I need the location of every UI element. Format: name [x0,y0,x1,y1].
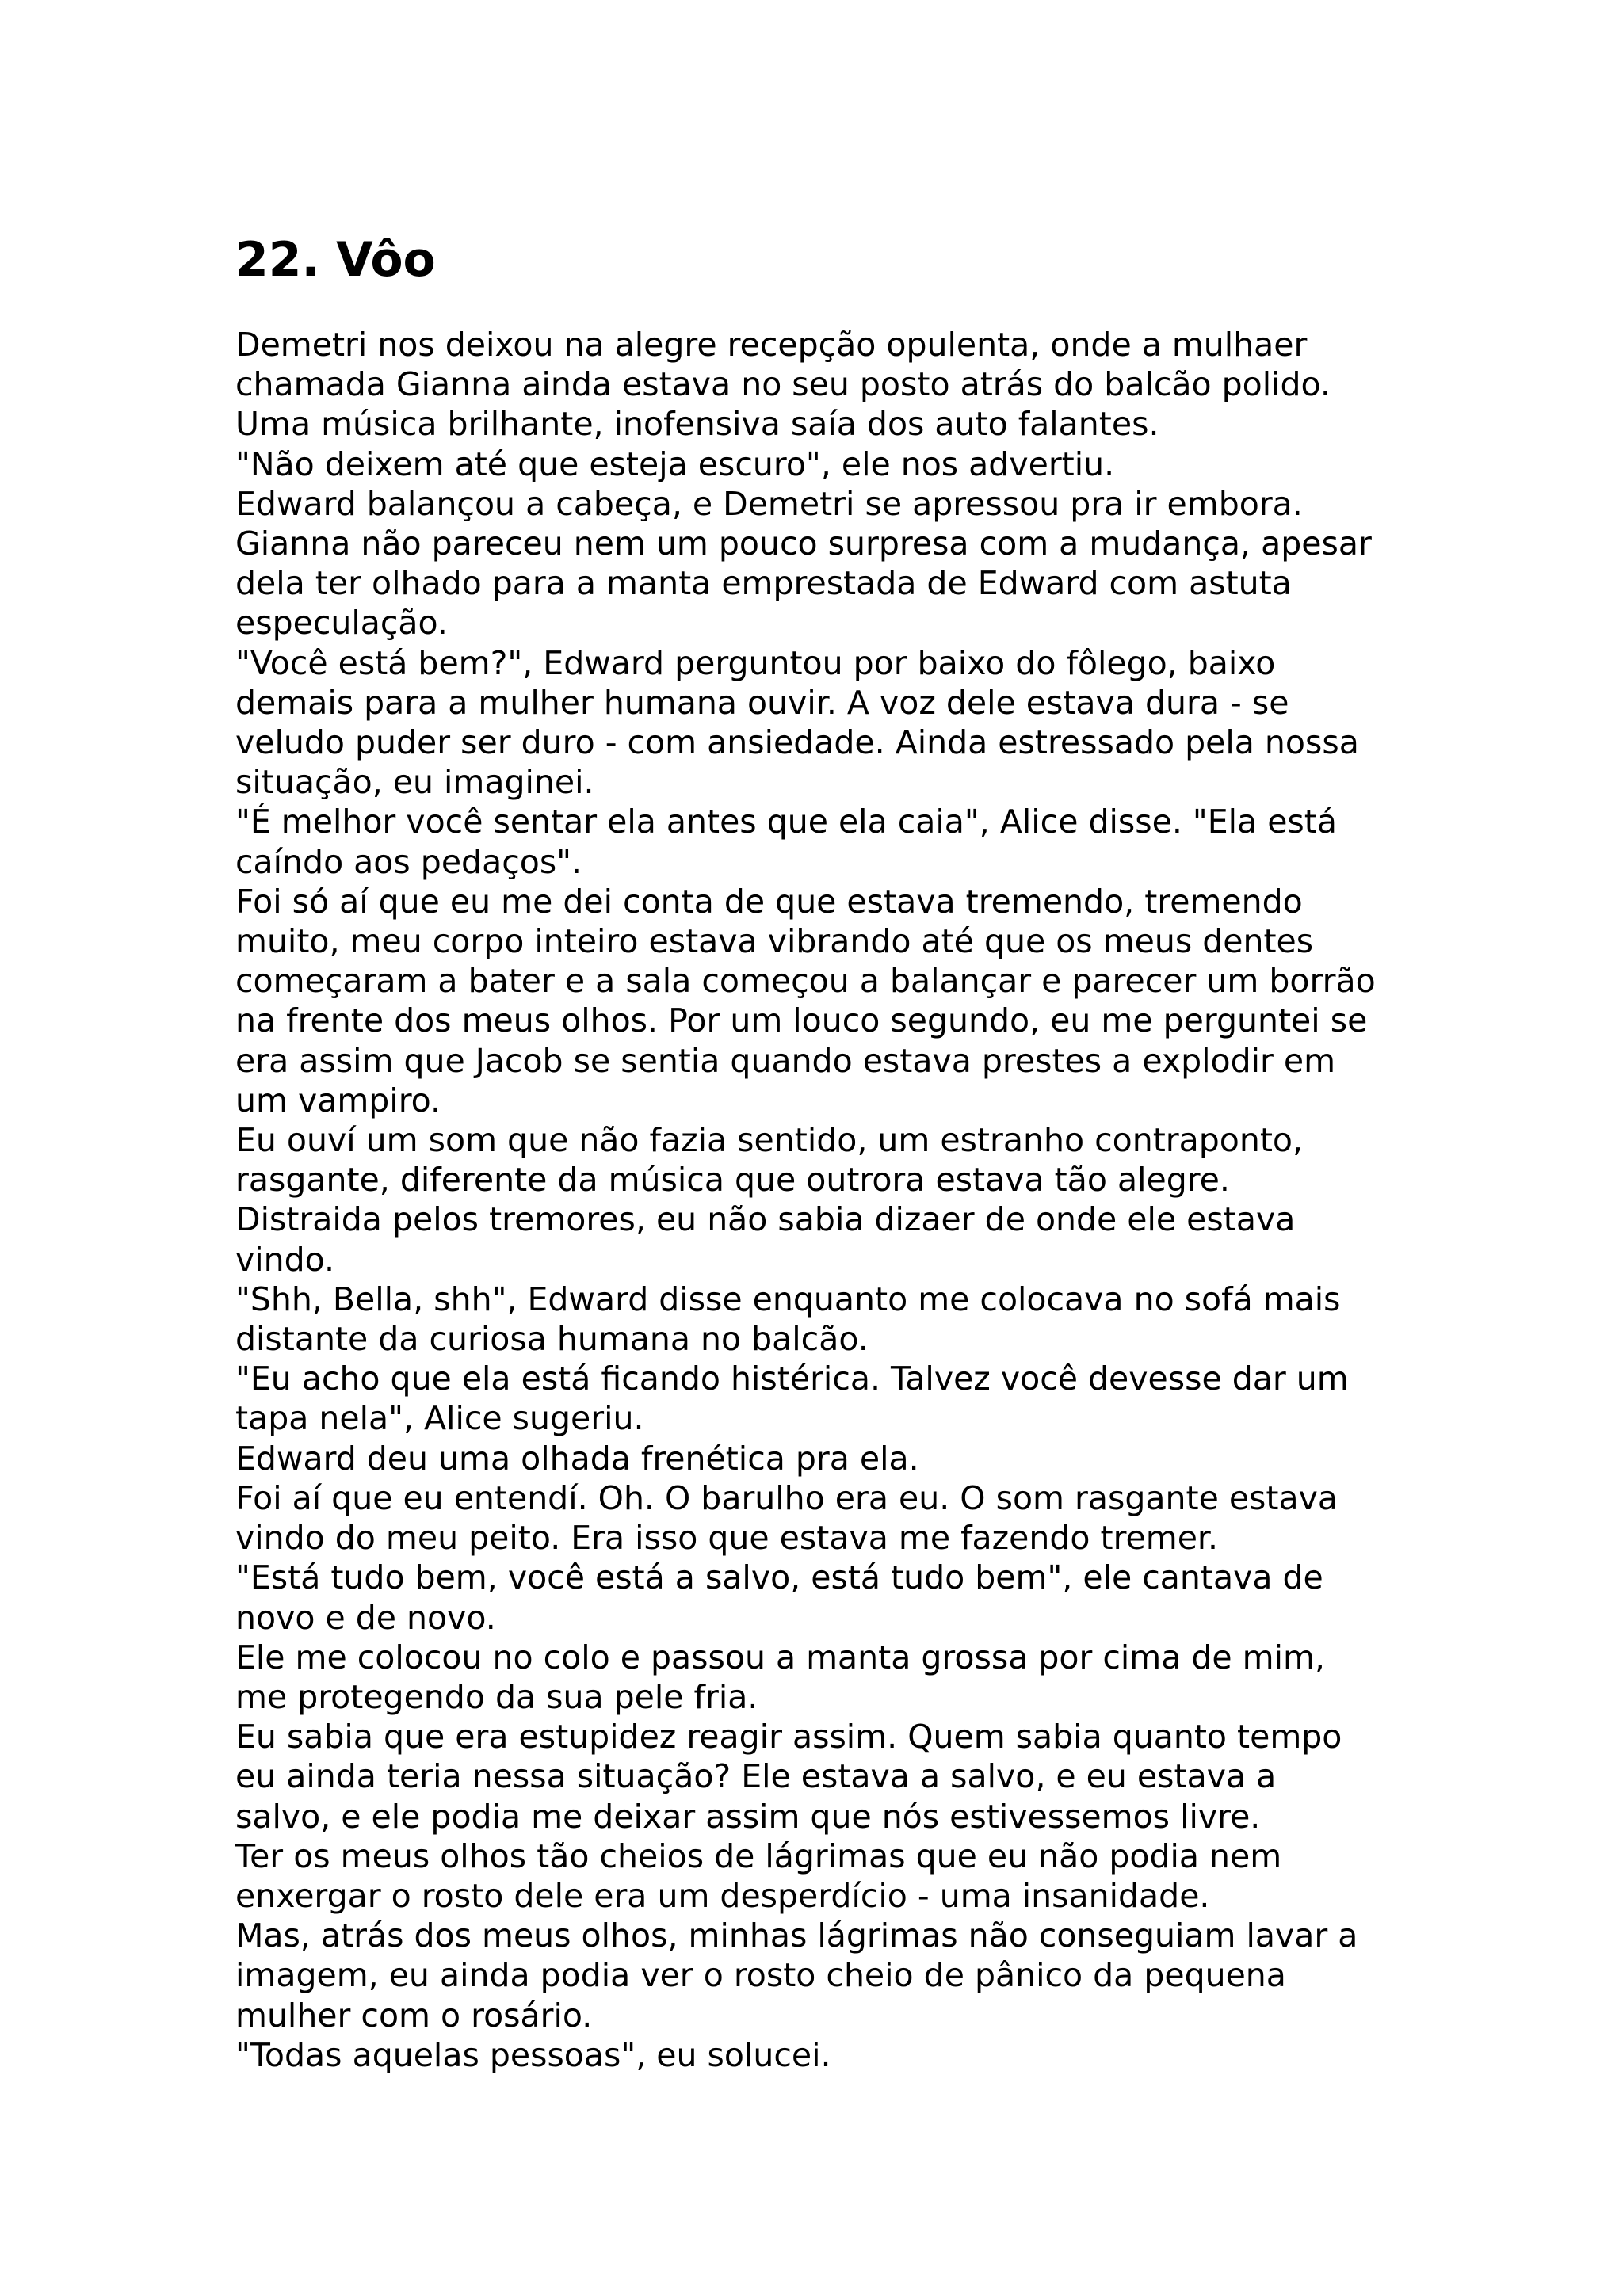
text-line: Eu sabia que era estupidez reagir assim. Quem sabia quanto tempo [235,1718,1342,1756]
text-line: Demetri nos deixou na alegre recepção opulenta, onde a mulhaer [235,326,1308,364]
chapter-body [235,325,1408,2075]
text-line: enxergar o rosto dele era um desperdício - uma insanidade. [235,1876,1210,1915]
text-line: "Você está bem?", Edward perguntou por baixo do fôlego, baixo [235,643,1276,682]
text-line: Edward balançou a cabeça, e Demetri se apressou pra ir embora. [235,484,1303,523]
text-line: "Todas aquelas pessoas", eu solucei. [235,2035,831,2074]
text-line: na frente dos meus olhos. Por um louco segundo, eu me perguntei se [235,1001,1368,1040]
text-line: "Shh, Bella, shh", Edward disse enquanto me colocava no sofá mais [235,1280,1341,1318]
text-line: distante da curiosa humana no balcão. [235,1320,869,1359]
text-line: Gianna não pareceu nem um pouco surpresa com a mudança, apesar [235,524,1372,563]
text-line: "Está tudo bem, você está a salvo, está tudo bem", ele cantava de [235,1558,1323,1597]
text-line: "Não deixem até que esteja escuro", ele nos advertiu. [235,444,1115,483]
text-line: começaram a bater e a sala começou a balançar e parecer um borrão [235,962,1376,1001]
text-line: Uma música brilhante, inofensiva saía dos auto falantes. [235,405,1159,444]
text-line: me protegendo da sua pele fria. [235,1677,758,1716]
text-line: eu ainda teria nessa situação? Ele estava a salvo, e eu estava a [235,1757,1277,1796]
text-line: Eu ouví um som que não fazia sentido, um estranho contraponto, [235,1121,1304,1160]
text-line: Edward deu uma olhada frenética pra ela. [235,1439,919,1478]
text-line: "Eu acho que ela está ficando histérica. Talvez você devesse dar um [235,1360,1349,1398]
text-line: vindo. [235,1240,335,1279]
text-line: Ele me colocou no colo e passou a manta grossa por cima de mim, [235,1638,1325,1676]
text-line: Distraida pelos tremores, eu não sabia dizaer de onde ele estava [235,1200,1296,1239]
text-line: veludo puder ser duro - com ansiedade. Ainda estressado pela nossa [235,723,1359,762]
text-line: Foi aí que eu entendí. Oh. O barulho era eu. O som rasgante estava [235,1478,1338,1517]
text-line: vindo do meu peito. Era isso que estava me fazendo tremer. [235,1519,1219,1558]
text-line: mulher com o rosário. [235,1996,593,2035]
text-line: Ter os meus olhos tão cheios de lágrimas que eu não podia nem [235,1836,1282,1875]
text-line: especulação. [235,604,448,643]
chapter-title: 22. Vôo [235,232,436,288]
text-line: dela ter olhado para a manta emprestada de Edward com astuta [235,564,1292,603]
text-line: muito, meu corpo inteiro estava vibrando até que os meus dentes [235,922,1314,961]
text-line: "É melhor você sentar ela antes que ela caia", Alice disse. "Ela está [235,803,1337,841]
text-line: salvo, e ele podia me deixar assim que nós estivessemos livre. [235,1797,1261,1836]
text-line: situação, eu imaginei. [235,763,594,802]
text-line: Mas, atrás dos meus olhos, minhas lágrimas não conseguiam lavar a [235,1917,1358,1955]
text-line: caíndo aos pedaços". [235,842,582,881]
text-line: rasgante, diferente da música que outrora estava tão alegre. [235,1161,1230,1199]
text-line: era assim que Jacob se sentia quando estava prestes a explodir em [235,1041,1336,1080]
text-line: um vampiro. [235,1081,441,1119]
text-line: Foi só aí que eu me dei conta de que estava tremendo, tremendo [235,882,1303,921]
text-line: novo e de novo. [235,1598,496,1637]
text-line: imagem, eu ainda podia ver o rosto cheio de pânico da pequena [235,1956,1286,1995]
text-line: tapa nela", Alice sugeriu. [235,1399,644,1438]
text-line: demais para a mulher humana ouvir. A voz dele estava dura - se [235,683,1289,722]
text-line: chamada Gianna ainda estava no seu posto atrás do balcão polido. [235,365,1331,404]
